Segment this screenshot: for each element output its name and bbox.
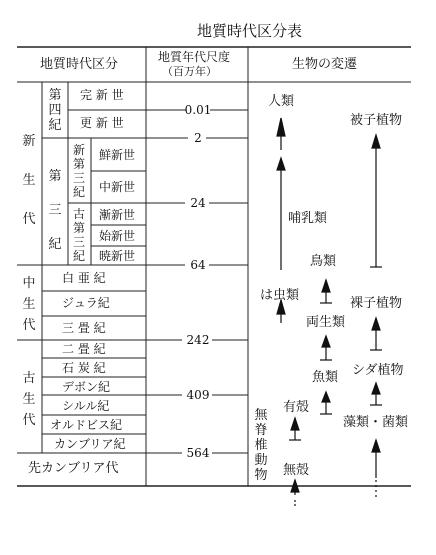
epoch-oligocene: 漸新世 [99, 208, 136, 222]
era-mesozoic: 中 生 代 [22, 276, 36, 333]
period-silurian: シルル紀 [62, 399, 110, 413]
life-angiosperms: 被子植物 [350, 113, 403, 128]
period-jurassic: ジュラ紀 [62, 296, 110, 310]
period-ordovician: オルドビス紀 [50, 418, 123, 432]
era-cenozoic: 新 生 代 [22, 134, 36, 227]
life-birds: 鳥類 [310, 254, 337, 269]
life-amphibians: 両生類 [306, 315, 346, 330]
life-mammals: 哺乳類 [288, 211, 328, 226]
epoch-eocene: 始新世 [99, 229, 136, 243]
epoch-paleocene: 暁新世 [99, 249, 136, 263]
period-cambrian: カンブリア紀 [54, 437, 126, 451]
age-2: 2 [194, 131, 202, 145]
life-ferns: シダ植物 [352, 363, 404, 378]
age-242: 242 [186, 333, 210, 347]
header-life: 生物の変遷 [292, 57, 358, 72]
period-permian: 二 畳 紀 [62, 342, 106, 356]
age-24: 24 [190, 196, 206, 210]
header-age-unit: （百万年） [162, 65, 217, 78]
epoch-miocene: 中新世 [99, 180, 136, 194]
period-tertiary: 第 三 紀 [48, 169, 62, 252]
header-age: 地質年代尺度 [158, 50, 231, 64]
life-fish: 魚類 [312, 370, 339, 385]
period-paleogene: 古 第 三 紀 [72, 207, 85, 263]
life-gymnosperms: 裸子植物 [350, 296, 403, 311]
epoch-pliocene: 鮮新世 [99, 148, 136, 162]
age-564: 564 [186, 446, 210, 460]
life-humans: 人類 [268, 94, 295, 109]
age-0-01: 0.01 [184, 103, 212, 117]
period-cretaceous: 白 亜 紀 [62, 271, 106, 285]
period-quaternary: 第 四 紀 [48, 88, 62, 133]
page-title: 地質時代区分表 [197, 22, 303, 40]
epoch-holocene: 完 新 世 [80, 88, 124, 102]
age-409: 409 [186, 388, 210, 402]
period-carboniferous: 石 炭 紀 [62, 361, 106, 375]
period-devonian: デボン紀 [62, 380, 111, 394]
life-unshelled: 無殻 [283, 463, 310, 478]
period-triassic: 三 畳 紀 [62, 321, 106, 335]
epoch-pleistocene: 更 新 世 [80, 116, 124, 130]
life-reptiles: は虫類 [260, 288, 300, 303]
life-shelled: 有殻 [283, 400, 310, 415]
era-paleozoic: 古 生 代 [22, 371, 36, 428]
period-neogene: 新 第 三 紀 [72, 143, 85, 199]
era-precambrian: 先カンブリア代 [28, 461, 119, 476]
life-invertebrates: 無 脊 椎 動 物 [254, 408, 268, 483]
header-division: 地質時代区分 [40, 57, 119, 72]
age-64: 64 [190, 258, 206, 272]
life-algae-fungi: 藻類・菌類 [343, 415, 409, 430]
